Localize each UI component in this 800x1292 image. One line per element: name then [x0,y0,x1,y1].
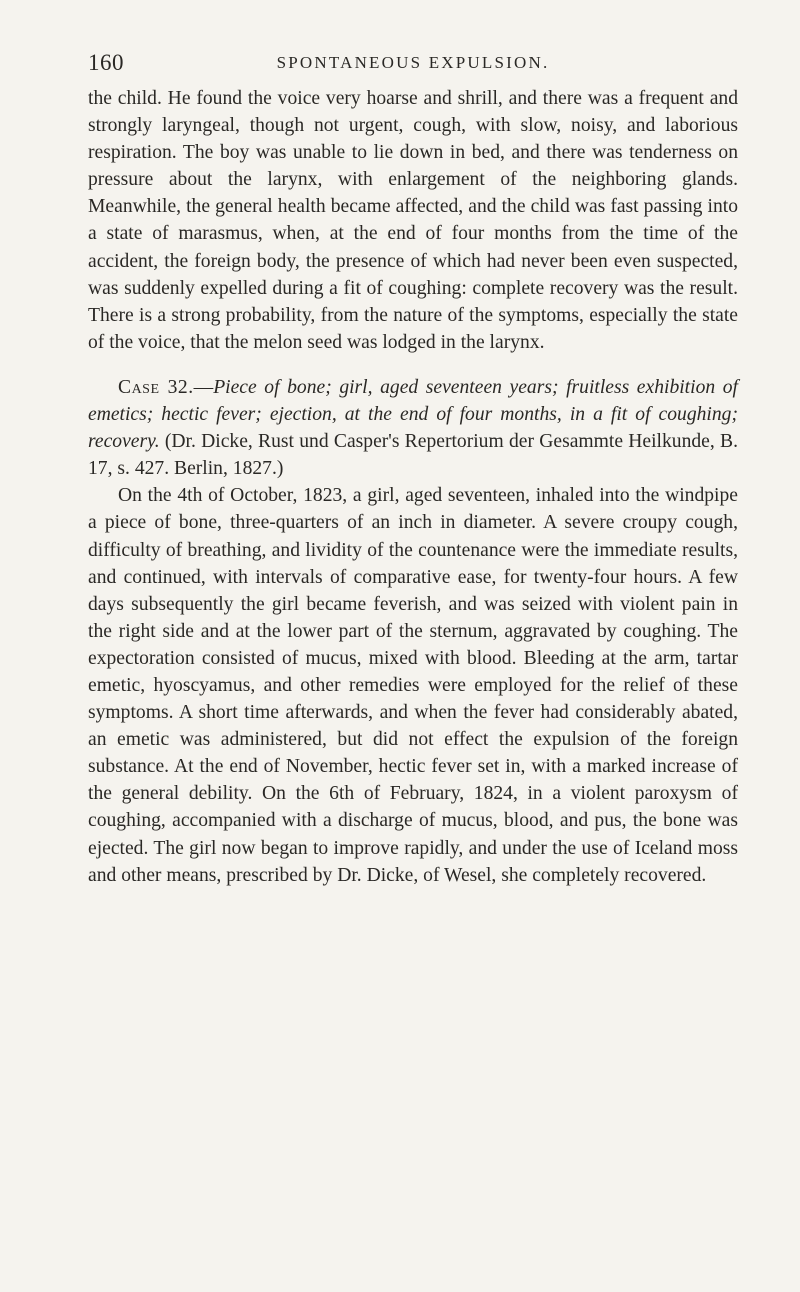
case-dash: — [193,376,214,398]
case-heading-paragraph [88,374,738,482]
case-label: Case 32. [118,376,194,398]
paragraph-continuation: the child. He found the voice very hoarse and shrill, and there was a frequent and strongly laryngeal, though not urgent, cough, with slow, noisy, and laborious respiration. The boy was unable to lie down in bed, and there was tenderness on pressure about the larynx, with enlargement of the neighboring glands. Meanwhile, the general health became affected, and the child was fast passing into a state of marasmus, when, at the end of four months from the time of the accident, the foreign body, the presence of which had never been even suspected, was suddenly expelled during a fit of coughing: complete recovery was the result. There is a strong probability, from the nature of the symptoms, especially the state of the voice, that the melon seed was lodged in the larynx. [88,88,738,353]
case-reference: (Dr. Dicke, Rust und Casper's Repertorium der Gesammte Heilkunde, B. 17, s. 427. Berlin, 1827.) [88,431,738,480]
running-head [88,50,738,80]
case-narrative: On the 4th of October, 1823, a girl, aged seventeen, inhaled into the windpipe a piece of bone, three-quarters of an inch in diameter. A severe croupy cough, difficulty of breathing, and lividity of the countenance were the immediate results, and continued, with intervals of comparative ease, for twenty-four hours. A few days subsequently the girl became feverish, and was seized with violent pain in the right side and at the lower part of the sternum, aggravated by coughing. The expectoration consisted of mucus, mixed with blood. Bleeding at the arm, tartar emetic, hyoscyamus, and other remedies were employed for the relief of these symptoms. A short time afterwards, and when the fever had considerably abated, an emetic was administered, but did not effect the expulsion of the foreign substance. At the end of November, hectic fever set in, with a marked increase of the general debility. On the 6th of February, 1824, in a violent paroxysm of coughing, accompanied with a discharge of mucus, blood, and pus, the bone was ejected. The girl now began to improve rapidly, and under the use of Iceland moss and other means, prescribed by Dr. Dicke, of Wesel, she completely recovered. [88,485,738,886]
case-title: Piece of bone; girl, aged seventeen years; fruitless exhibition of emetics; hectic fever; ejection, at the end of four months, in a fit of coughing; recovery. [88,376,738,453]
body-text [88,85,738,889]
page-number: 160 [88,50,124,75]
running-title: SPONTANEOUS EXPULSION. [276,53,550,72]
